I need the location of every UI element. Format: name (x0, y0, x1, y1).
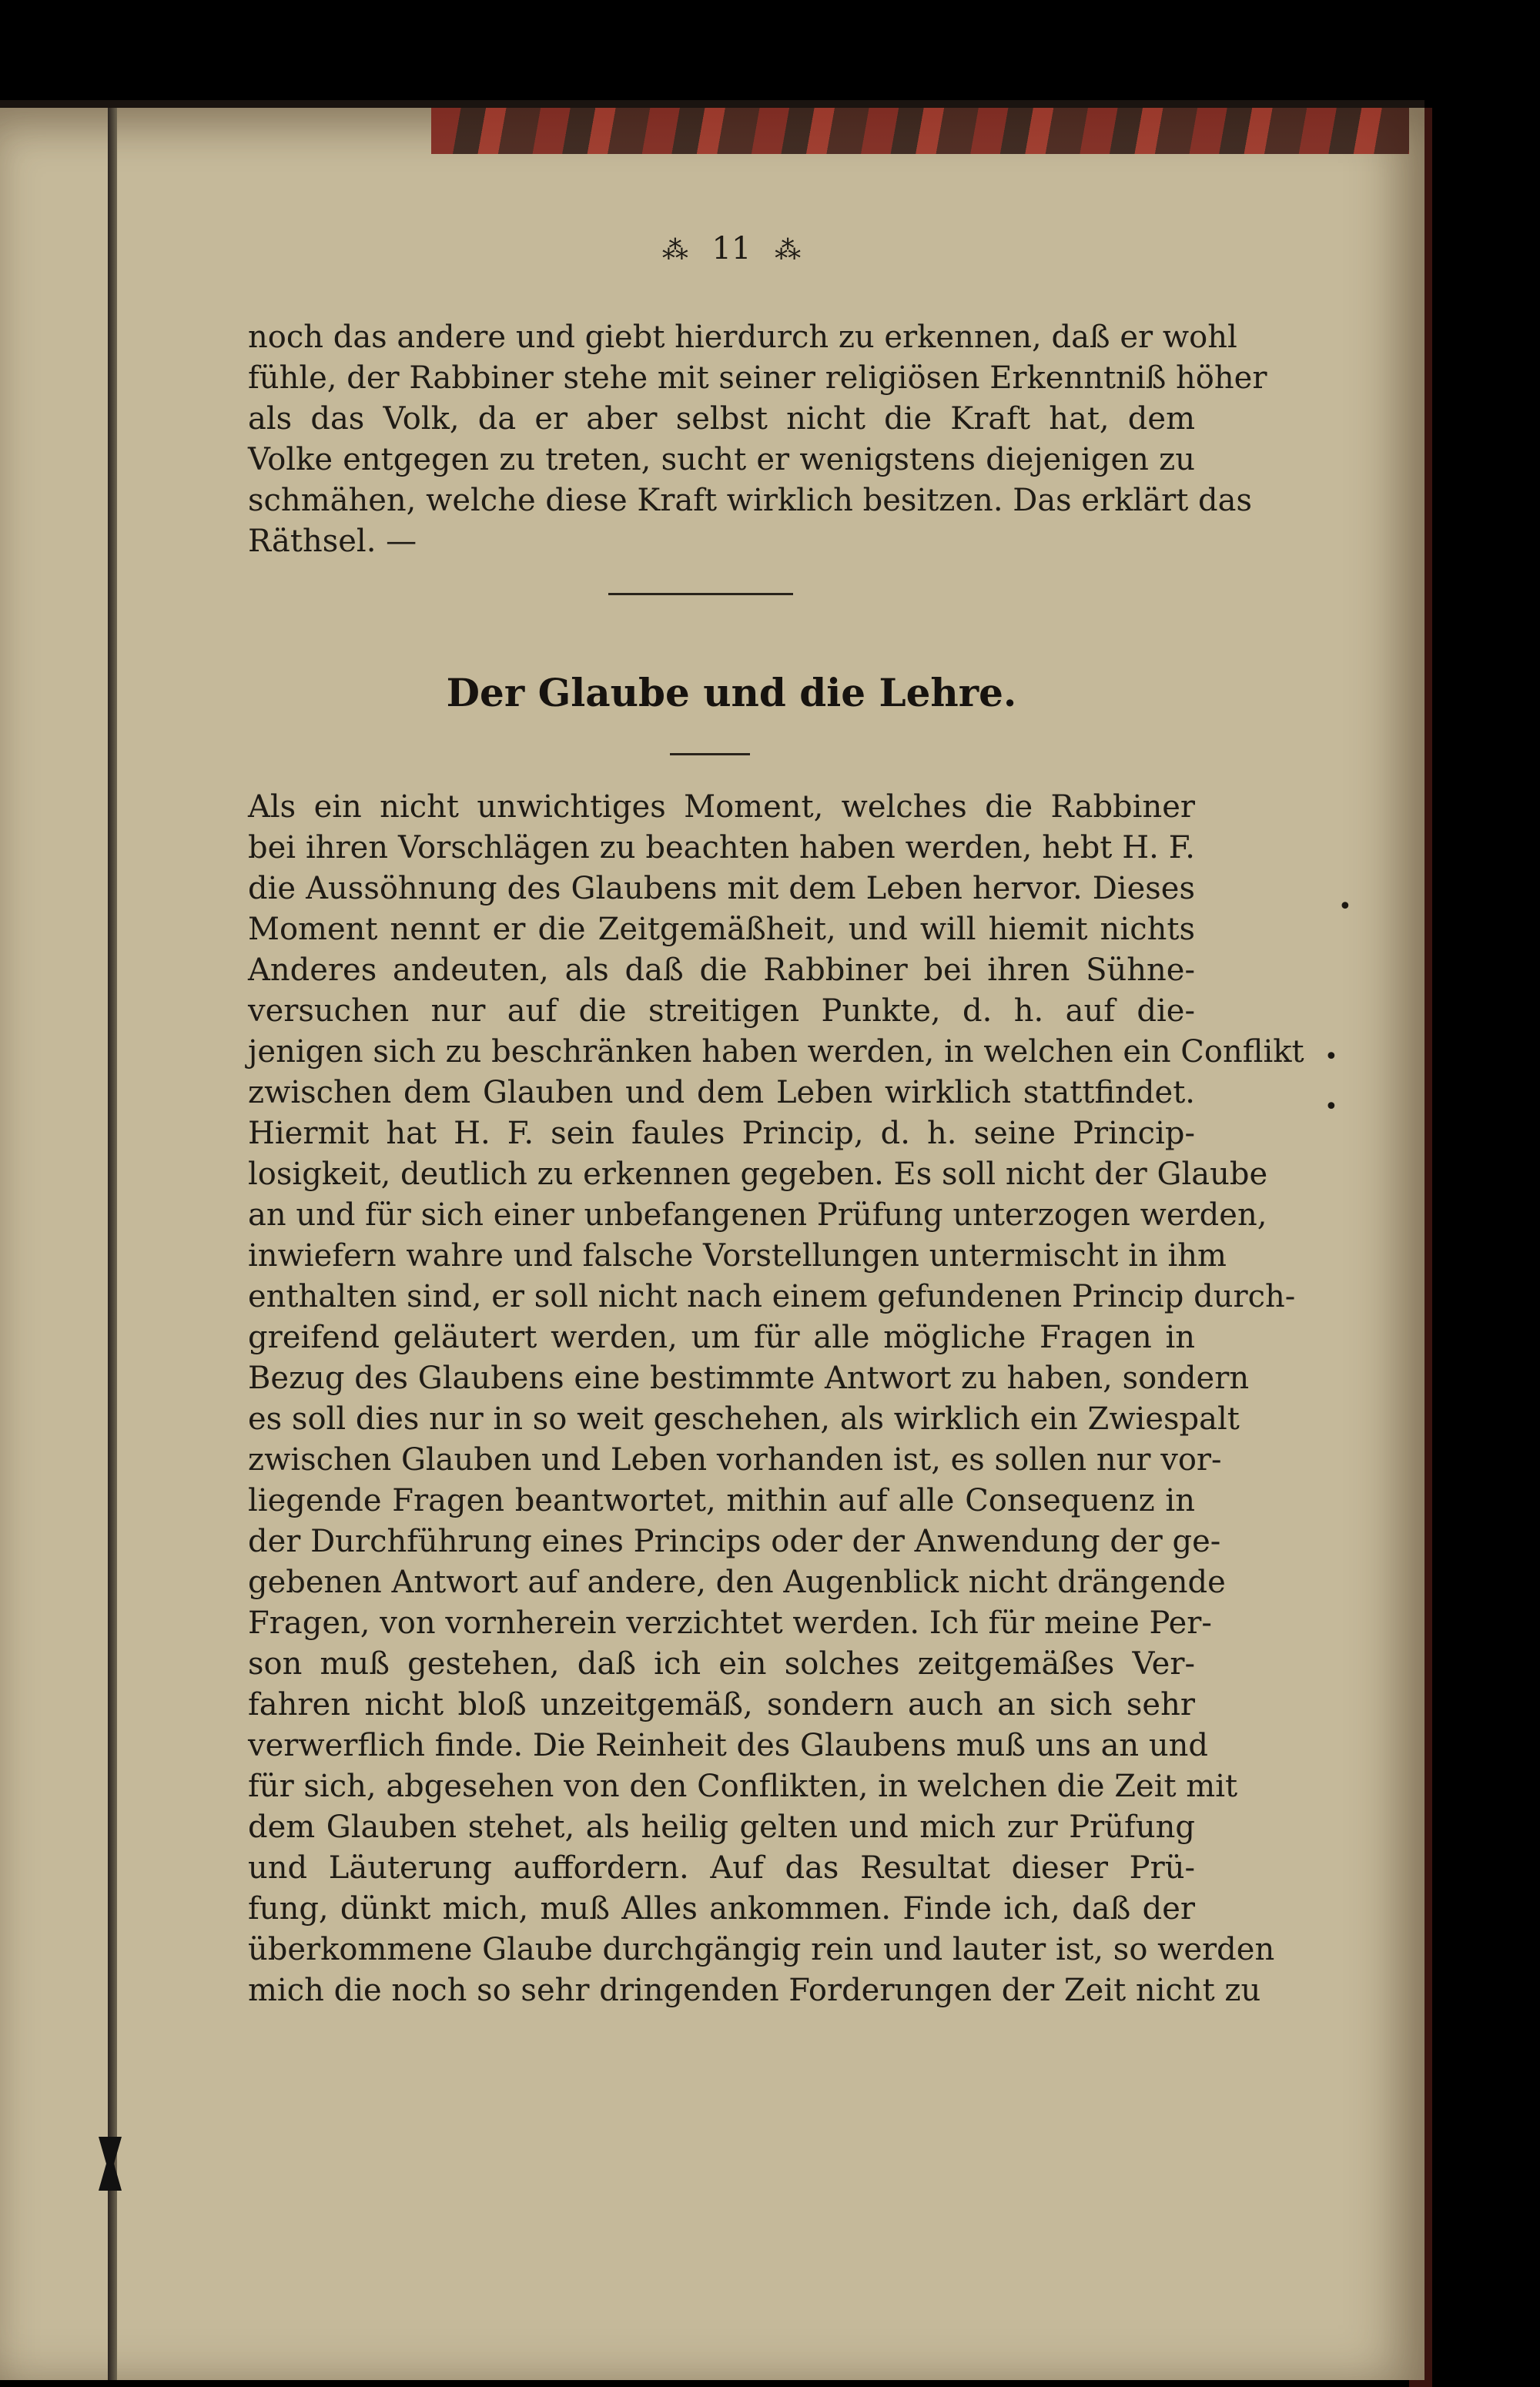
text-line: greifend geläutert werden, um für alle mögliche Fragen in (248, 1320, 1195, 1355)
binding-clip-icon (91, 2133, 129, 2194)
text-line: versuchen nur auf die streitigen Punkte, d. h. auf die- (248, 993, 1195, 1029)
text-line: Räthsel. — (248, 524, 417, 559)
text-line: es soll dies nur in so weit geschehen, als wirklich ein Zwiespalt (248, 1401, 1240, 1437)
text-line: schmähen, welche diese Kraft wirklich besitzen. Das erklärt das (248, 483, 1252, 518)
text-line: fahren nicht bloß unzeitgemäß, sondern auch an sich sehr (248, 1687, 1195, 1722)
text-line: fühle, der Rabbiner stehe mit seiner religiösen Erkenntniß höher (248, 360, 1267, 396)
text-line: gebenen Antwort auf andere, den Augenblick nicht drängende (248, 1565, 1226, 1600)
top-paragraph (248, 317, 1267, 562)
page-number: 11 (711, 231, 752, 266)
text-line: für sich, abgesehen von den Conflikten, in welchen die Zeit mit (248, 1769, 1238, 1804)
text-line: son muß gestehen, daß ich ein solches zeitgemäßes Ver- (248, 1646, 1195, 1682)
text-line: Volke entgegen zu treten, sucht er wenigstens diejenigen zu (248, 442, 1195, 477)
text-line: und Läuterung auffordern. Auf das Resultat dieser Prü- (248, 1850, 1195, 1886)
text-line: mich die noch so sehr dringenden Forderungen der Zeit nicht zu (248, 1973, 1261, 2008)
page-gutter (108, 108, 117, 2380)
margin-mark: • (1324, 1043, 1338, 1070)
section-divider (608, 593, 793, 595)
text-line: enthalten sind, er soll nicht nach einem gefundenen Princip durch- (248, 1279, 1296, 1314)
text-line: dem Glauben stehet, als heilig gelten und mich zur Prüfung (248, 1810, 1195, 1845)
text-line: Moment nennt er die Zeitgemäßheit, und will hiemit nichts (248, 912, 1195, 947)
text-line: zwischen dem Glauben und dem Leben wirklich stattfindet. (248, 1075, 1195, 1110)
text-line: Bezug des Glaubens eine bestimmte Antwort zu haben, sondern (248, 1361, 1250, 1396)
text-line: überkommene Glaube durchgängig rein und lauter ist, so werden (248, 1932, 1275, 1967)
text-line: noch das andere und giebt hierdurch zu erkennen, daß er wohl (248, 320, 1237, 355)
text-line: Fragen, von vornherein verzichtet werden. Ich für meine Per- (248, 1605, 1212, 1641)
text-line: losigkeit, deutlich zu erkennen gegeben. Es soll nicht der Glaube (248, 1157, 1268, 1192)
margin-mark: • (1338, 893, 1352, 920)
text-line: Anderes andeuten, als daß die Rabbiner bei ihren Sühne- (248, 952, 1195, 988)
margin-mark: • (1324, 1093, 1338, 1120)
main-paragraph (248, 787, 1304, 2011)
text-line: an und für sich einer unbefangenen Prüfung unterzogen werden, (248, 1197, 1267, 1233)
text-line: Als ein nicht unwichtiges Moment, welches die Rabbiner (248, 789, 1195, 825)
text-line: als das Volk, da er aber selbst nicht die Kraft hat, dem (248, 401, 1195, 437)
ornament-left-icon: ⁂ (661, 235, 688, 266)
text-line: jenigen sich zu beschränken haben werden, in welchen ein Conflikt (248, 1034, 1304, 1070)
ornament-right-icon: ⁂ (775, 235, 802, 266)
text-line: Hiermit hat H. F. sein faules Princip, d. h. seine Princip- (248, 1116, 1195, 1151)
heading-underline (670, 753, 750, 755)
text-line: liegende Fragen beantwortet, mithin auf alle Consequenz in (248, 1483, 1195, 1518)
marbled-endpaper (431, 108, 1409, 154)
text-line: zwischen Glauben und Leben vorhanden ist, es sollen nur vor- (248, 1442, 1222, 1478)
text-line: fung, dünkt mich, muß Alles ankommen. Finde ich, daß der (248, 1891, 1195, 1927)
text-line: die Aussöhnung des Glaubens mit dem Leben hervor. Dieses (248, 871, 1195, 906)
text-line: der Durchführung eines Princips oder der Anwendung der ge- (248, 1524, 1221, 1559)
text-line: verwerflich finde. Die Reinheit des Glaubens muß uns an und (248, 1728, 1209, 1763)
page-header (231, 231, 1232, 293)
text-line: bei ihren Vorschlägen zu beachten haben werden, hebt H. F. (248, 830, 1195, 865)
section-heading: Der Glaube und die Lehre. (446, 670, 1017, 715)
text-line: inwiefern wahre und falsche Vorstellungen untermischt in ihm (248, 1238, 1227, 1274)
